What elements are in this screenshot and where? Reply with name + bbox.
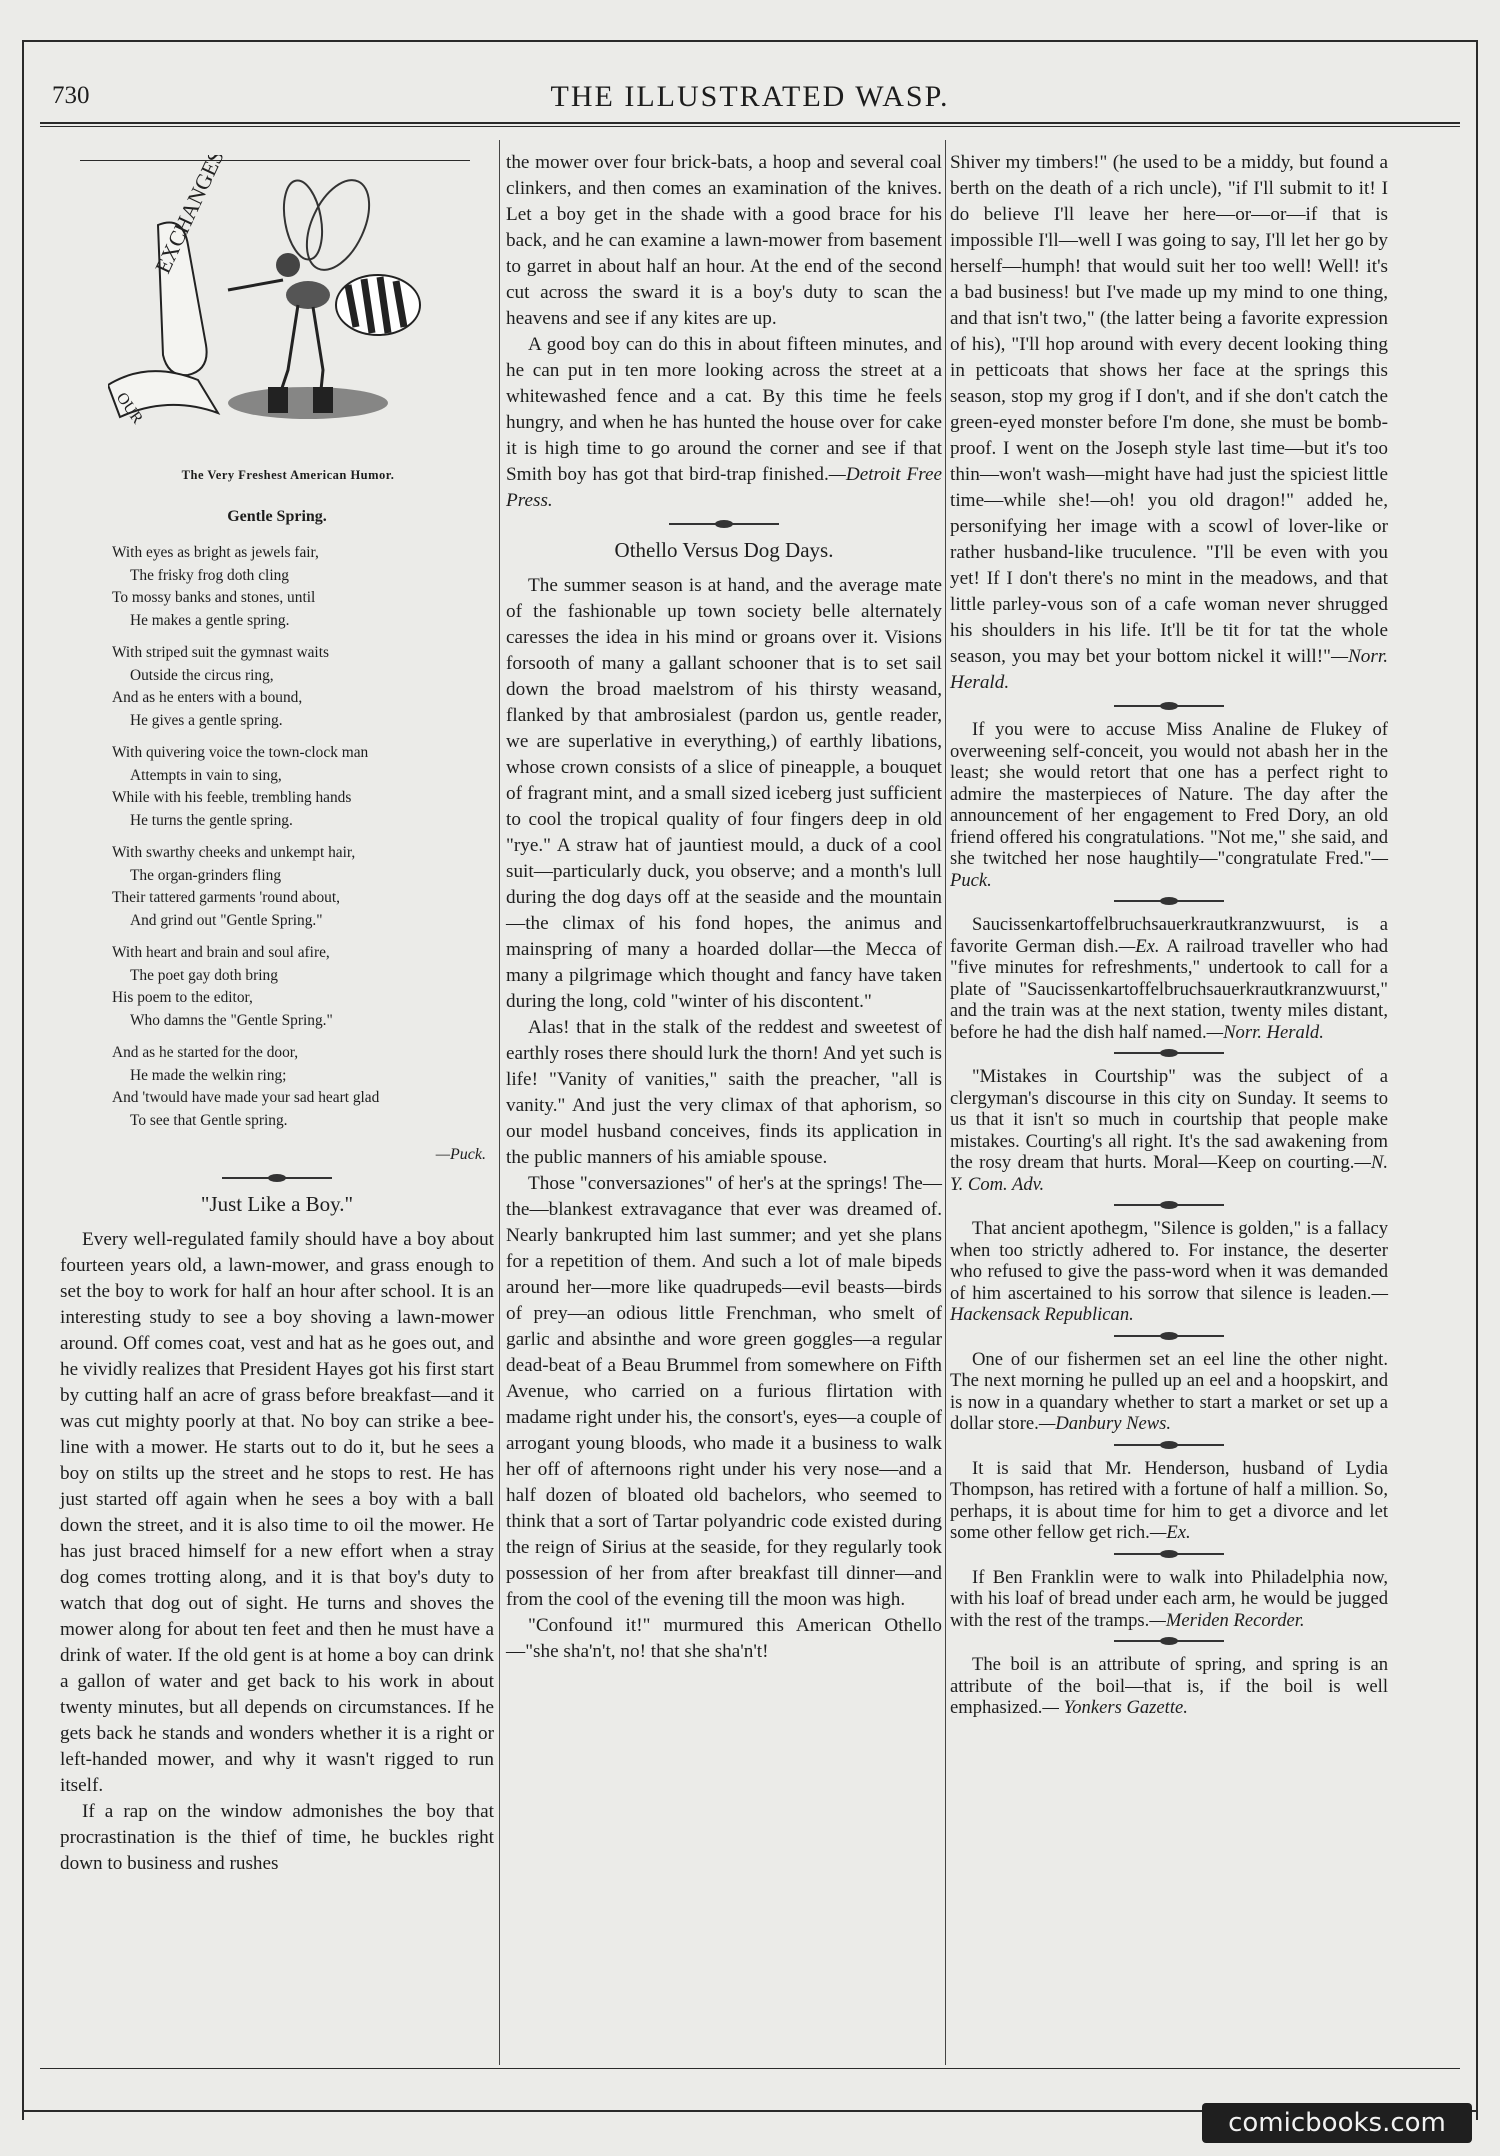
source-credit: —Norr. Herald. (950, 646, 1388, 693)
article-paragraph: Those "conversaziones" of her's at the springs! The—the—blankest extravagance that ever was dreamed of. Nearly bankrupted him last summer; and yet she plans for a repetition of them. And such a lot of male bipeds around her—more like quadrupeds—evil beasts—birds of prey—an odious little Frenchman, who smelt of garlic and absinthe and wore green goggles—a regular dead-beat of a Beau Brummel from somewhere on Fifth Avenue, who carried on a furious flirtation with madame right under his, the consort's, eyes—a couple of arrogant young bloods, who made it a business to walk her off of afternoons right under his very nose—and a half dozen of bloated old bachelors, who seemed to think that a sort of Tartar polyandric code existed during the reign of Sirius at the seaside, for they regularly took possession of her from after breakfast till dinner—and from the cool of the evening till the moon was high. (506, 1173, 942, 1610)
poem-line: Outside the circus ring, (130, 666, 274, 684)
source-credit: —Ex. (1118, 935, 1160, 957)
source-credit: —Detroit Free Press. (506, 464, 942, 511)
squib-item (950, 1654, 1388, 1719)
section-separator (1114, 705, 1224, 707)
poem-line: With eyes as bright as jewels fair, (112, 544, 319, 561)
poem-line: He made the welkin ring; (130, 1066, 287, 1084)
wasp-with-exchanges-banner-icon (108, 155, 438, 455)
section-separator (1114, 900, 1224, 902)
squib-item (950, 914, 1388, 1043)
section-separator (669, 523, 779, 525)
poem-line: He makes a gentle spring. (130, 611, 290, 629)
poem-line: He gives a gentle spring. (130, 711, 283, 729)
poem-stanza (112, 742, 494, 832)
poem-line: His poem to the editor, (112, 989, 253, 1006)
exchanges-illustration (108, 155, 438, 455)
source-credit: —Norr. Herald. (1206, 1021, 1324, 1043)
poem-stanzas (60, 542, 494, 1132)
poem-line: To see that Gentle spring. (130, 1111, 288, 1129)
section-separator (1114, 1204, 1224, 1206)
poem-line: And as he enters with a bound, (112, 689, 303, 706)
illustration-caption: The Very Freshest American Humor. (181, 468, 395, 482)
squib-text: Saucissenkartoffelbruchsauerkrautkranzwuurst, is a favorite German dish. (950, 914, 1388, 957)
source-credit: —Danbury News. (1038, 1413, 1172, 1434)
poem-line: The organ-grinders fling (130, 866, 282, 884)
poem-stanza (112, 1042, 494, 1132)
poem-signature: —Puck. (435, 1146, 486, 1163)
poem-stanza (112, 542, 494, 632)
poem-line: With swarthy cheeks and unkempt hair, (112, 844, 356, 861)
poem-line: And 'twould have made your sad heart glad (112, 1089, 380, 1106)
squib-text: One of our fishermen set an eel line the other night. The next morning he pulled up an eel and a hoopskirt, and is now in a quandary whether to start a market or set up a dollar store. (950, 1348, 1388, 1434)
squib-text: "Mistakes in Courtship" was the subject of a clergyman's discourse in this city on Sunday. It seems to us that it isn't so much in courtship that people make mistakes. Courting's all right. It's the sad awakening from the rosy dream that hurts. Moral—Keep on courting. (950, 1066, 1388, 1173)
header-rule (40, 122, 1460, 124)
source-credit: —Meriden Recorder. (1149, 1609, 1305, 1631)
section-separator (1114, 1640, 1224, 1642)
squib-item (950, 719, 1388, 891)
article-title-othello: Othello Versus Dog Days. (614, 538, 834, 562)
poem-line: Their tattered garments 'round about, (112, 889, 340, 906)
section-separator (1114, 1444, 1224, 1446)
poem-stanza (112, 642, 494, 732)
section-separator (1114, 1335, 1224, 1337)
section-separator (1114, 1052, 1224, 1054)
source-credit: —Puck. (950, 848, 1388, 891)
poem-line: With heart and brain and soul afire, (112, 944, 330, 961)
poem-line: Who damns the "Gentle Spring." (130, 1011, 333, 1029)
source-credit: — Hackensack Republican. (950, 1282, 1388, 1325)
squib-text: If Ben Franklin were to walk into Philadelphia now, with his loaf of bread under each arm, he would be jugged with the rest of the tramps. (950, 1566, 1388, 1631)
column-rule-right (945, 140, 946, 2065)
column-rule-left (499, 140, 500, 2065)
squib-item (950, 1349, 1388, 1435)
column-2 (506, 150, 942, 1665)
squib-item (950, 1218, 1388, 1326)
article-paragraph: "Confound it!" murmured this American Othello—"she sha'n't, no! that she sha'n't! (506, 1615, 942, 1662)
column-1 (60, 462, 494, 1877)
poem-stanza (112, 842, 494, 932)
poem-line: To mossy banks and stones, until (112, 589, 316, 606)
squib-item (950, 1458, 1388, 1544)
poem-line: With quivering voice the town-clock man (112, 744, 369, 761)
source-credit: —Ex. (1149, 1522, 1191, 1543)
right-border-rule (1476, 40, 1478, 2120)
poem-line: With striped suit the gymnast waits (112, 644, 329, 661)
squib-text: The boil is an attribute of spring, and spring is an attribute of the boil—that is, if the boil is well emphasized. (950, 1654, 1388, 1718)
svg-text:EXCHANGES: EXCHANGES (149, 155, 229, 278)
poem-line: The poet gay doth bring (130, 966, 278, 984)
source-credit: — Yonkers Gazette. (1042, 1697, 1188, 1718)
squib-text: A railroad traveller who had "five minutes for refreshments," undertook to call for a plate of "Saucissenkartoffelbruchsauerkrautkranzwuurst," and the train was at the next station, twenty miles distant, before he had the dish half named. (950, 935, 1388, 1043)
svg-text:OUR: OUR (112, 389, 147, 427)
poem-line: While with his feeble, trembling hands (112, 789, 352, 806)
column-3 (950, 150, 1388, 1719)
poem-title: Gentle Spring. (227, 508, 327, 525)
poem-line: The frisky frog doth cling (130, 566, 290, 584)
squib-text: That ancient apothegm, "Silence is golden," is a fallacy when too strictly adhered to. For instance, the deserter who refused to give the pass-word when it was demanded of him ascertained to his sorrow that silence is leaden. (950, 1218, 1388, 1304)
left-border-rule (22, 40, 24, 2120)
poem-line: He turns the gentle spring. (130, 811, 293, 829)
header-rule-thin (40, 126, 1460, 127)
article-paragraph: If a rap on the window admonishes the boy that procrastination is the thief of time, he buckles right down to business and rushes (60, 1801, 494, 1874)
squib-text: It is said that Mr. Henderson, husband of Lydia Thompson, has retired with a fortune of half a million. So, perhaps, it is about time for him to get a divorce and let some other fellow get rich. (950, 1457, 1388, 1543)
article-paragraph: Alas! that in the stalk of the reddest and sweetest of earthly roses there should lurk the thorn! And yet such is life! "Vanity of vanities," saith the preacher, "all is vanity." And just the very climax of that aphorism, so our model husband conceives, finds its application in the public manners of his amiable spouse. (506, 1017, 942, 1168)
newspaper-title: THE ILLUSTRATED WASP. (550, 80, 950, 113)
squib-item (950, 1066, 1388, 1195)
top-border-rule (22, 40, 1478, 42)
article-paragraph (950, 150, 1388, 696)
article-paragraph: The summer season is at hand, and the average mate of the fashionable up town society belle alternately caresses the idea in his mind or groans over it. Visions forsooth of many a gallant schooner that is to set sail down the broad maelstrom of his thirsty weasand, flanked by that ambrosialest (pardon us, gentle reader, we are superlative in everything,) of earthly libations, whose crown consists of a slice of pineapple, a bouquet of fragrant mint, and a small sized iceberg just sufficient to cool the tropical quality of four fingers deep in old "rye." A straw hat of jauntiest mould, a duck of a cool suit—particularly duck, you observe; and a month's lull during the dog days off at the seaside and the mountain—the climax of his fond hopes, the animus and mainspring of many a hoarded dollar—the Mecca of many a pilgrimage which thought and fancy have taken during the long, cold "winter of his discontent." (506, 575, 942, 1012)
article-title-just-like-a-boy: "Just Like a Boy." (200, 1192, 354, 1216)
squib-text: If you were to accuse Miss Analine de Flukey of overweening self-conceit, you would not abash her in the least; she would retort that one has a perfect right to admire the masterpieces of Nature. The day after the announcement of her engagement to Fred Dory, an old friend offered his congratulations. "Not me," she said, and she twitched her nose haughtily—"congratulate Fred." (950, 719, 1388, 869)
poem-line: And as he started for the door, (112, 1044, 299, 1061)
paragraph-text: Shiver my timbers!" (he used to be a middy, but found a berth on the death of a rich uncle), "if I'll submit to it! I do believe I'll leave her here—or—or—if that is impossible I'll—well I was going to say, I'll let her go by herself—humph! that would suit her too well! Well! it's a bad business! but I've made up my mind to one thing, and that isn't two," (the latter being a favorite expression of his), "I'll hop around with every decent looking thing in petticoats that shows her face at the springs this season, stop my grog if I don't, and if she don't catch the green-eyed monster before I'm done, she must be bomb-proof. I went on the Joseph style last time—but it's too thin—won't wash—might have had just the spiciest little time—while she!—oh! you old dragon!" added he, personifying her image with a scowl of lover-like or rather husband-like truculence. "I'll be even with you yet! If I don't there's no mint in the meadows, and that little parley-vous son of a cafe woman never shrugged his shoulders in his life. It'll be tit for tat the whole season, you may bet your bottom nickel it will!" (950, 152, 1388, 667)
article-paragraph: Every well-regulated family should have a boy about fourteen years old, a lawn-mower, and grass enough to set the boy to work for half an hour after school. It is an interesting study to see a boy shoving a lawn-mower around. Off comes coat, vest and hat as he goes out, and he vividly realizes that President Hayes got his first start by cutting half an acre of grass before breakfast—and it was cut mighty poorly at that. No boy can strike a bee-line with a mower. He starts out to do it, but he sees a boy on stilts up the street and he stops to rest. He has just started off again when he sees a boy with a ball down the street, and it is also time to oil the mower. He has just braced himself for a new effort when a stray dog comes trotting along, and it is that boy's duty to watch that dog out of sight. He turns and shoves the mower along for about ten feet and then he must have a drink of water. If the old gent is at home a boy can drink a gallon of water and get back to his work in about twenty minutes, but all depends on circumstances. If he gets back he stands and wonders whether it is a right or left-handed mower, and why it wasn't rigged to run itself. (60, 1229, 494, 1796)
poem-line: And grind out "Gentle Spring." (130, 911, 323, 929)
page-number: 730 (52, 82, 90, 109)
bottom-rule (40, 2068, 1460, 2069)
article-paragraph (506, 332, 942, 514)
article-paragraph: the mower over four brick-bats, a hoop and several coal clinkers, and then comes an examination of the knives. Let a boy get in the shade with a good brace for his back, and he can examine a lawn-mower from basement to garret in about half an hour. At the end of the second cut across the sward it is a boy's duty to scan the heavens and see if any kites are up. (506, 152, 942, 329)
poem-stanza (112, 942, 494, 1032)
source-credit: —N. Y. Com. Adv. (950, 1152, 1388, 1195)
paragraph-text: A good boy can do this in about fifteen minutes, and he can put in ten more looking across the street at a whitewashed fence and a cat. By this time he feels hungry, and when he has hunted the house over for cake it is high time to go around the corner and see if that Smith boy has got that bird-trap finished. (506, 334, 942, 485)
section-separator (222, 1177, 332, 1179)
squib-item (950, 1567, 1388, 1632)
watermark: comicbooks.com (1202, 2103, 1472, 2143)
poem-line: Attempts in vain to sing, (130, 766, 282, 784)
section-separator (1114, 1553, 1224, 1555)
